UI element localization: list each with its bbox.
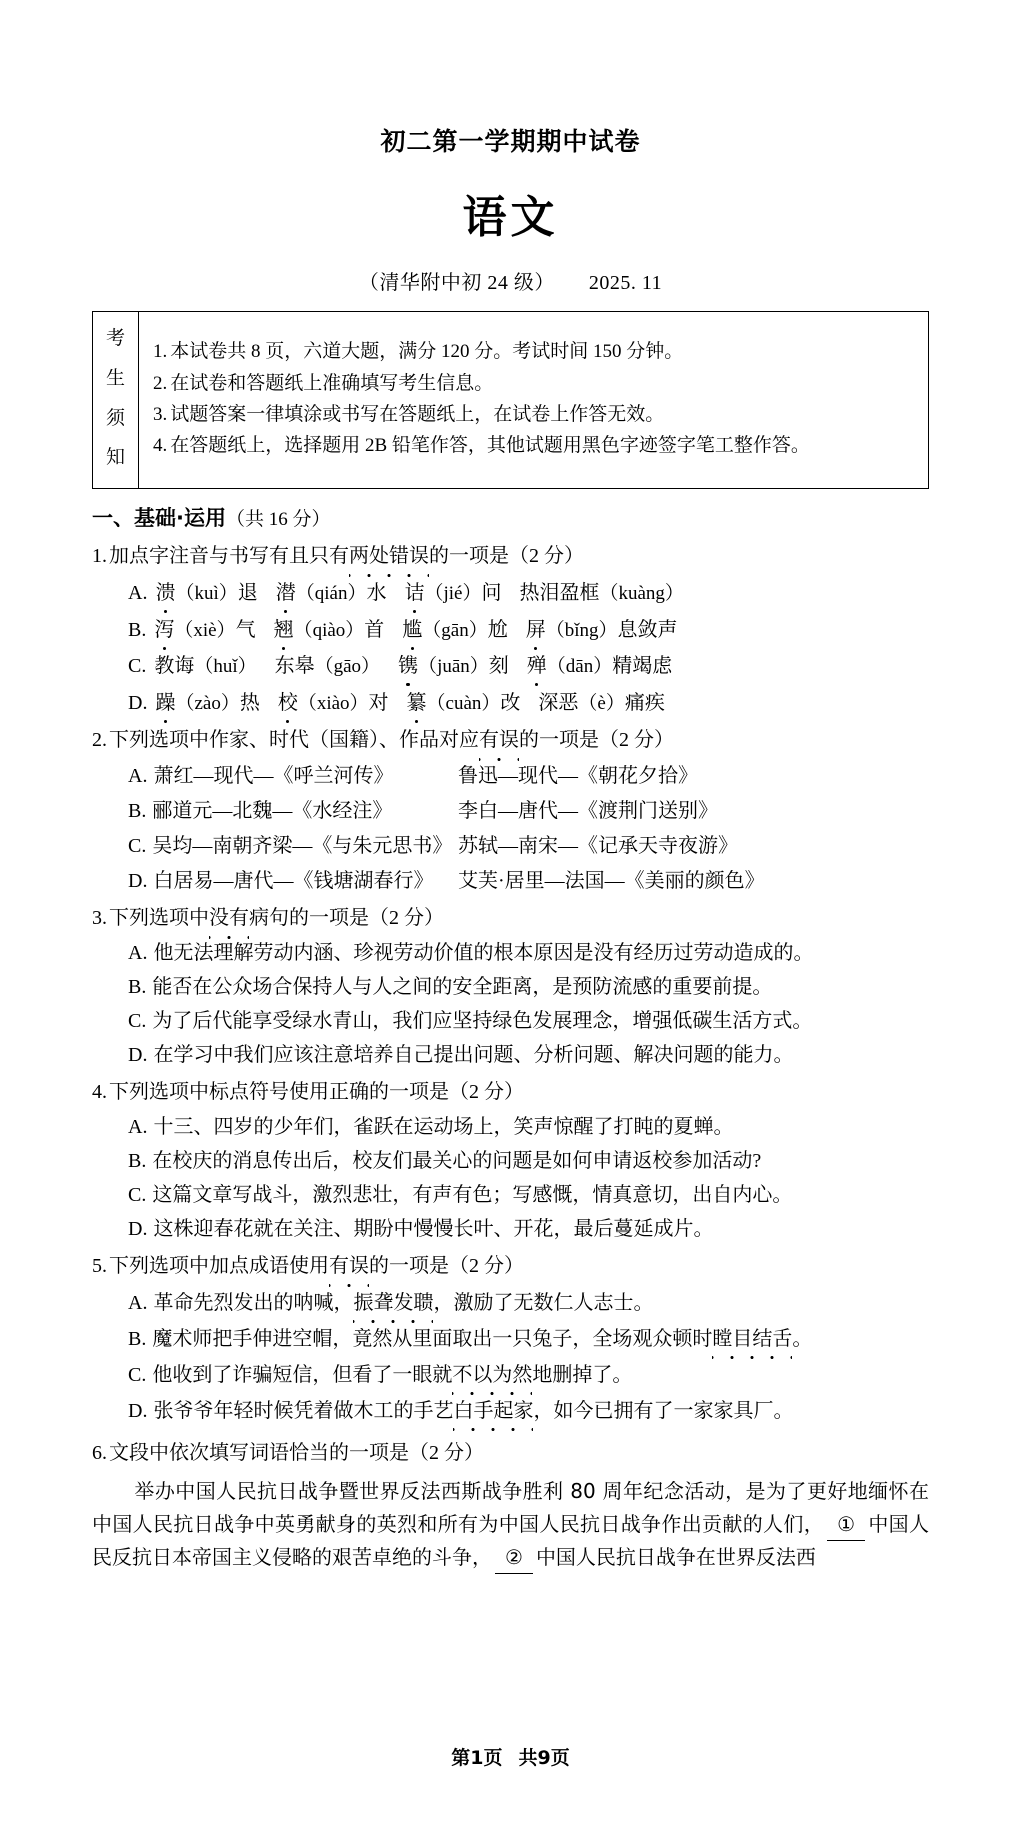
question-stem-emphasis: 有误 (329, 1251, 369, 1282)
option-text-right: 李白—唐代—《渡荆门送别》 (458, 800, 718, 823)
cell-tail: 息敛声 (617, 618, 678, 641)
question-stem-part-a: 加点字注音与书写有且只有 (109, 545, 349, 568)
notice-item-text: 在试卷和答题纸上准确填写考生信息。 (170, 372, 494, 394)
idiom-emphasis: 振聋发聩 (353, 1288, 433, 1318)
dotted-char: 诘 (404, 578, 424, 608)
pinyin: （cuàn） (426, 692, 501, 714)
dotted-char: 纂 (407, 688, 427, 718)
dotted-char: 镌 (398, 651, 418, 681)
notice-item (153, 430, 918, 461)
school-grade: （清华附中初 24 级） (358, 272, 555, 295)
pinyin: （gān） (422, 619, 488, 641)
question-3-stem (92, 903, 929, 934)
question-5-option-b[interactable] (92, 1324, 929, 1354)
question-number: 6. (92, 1442, 107, 1465)
option-text: 他无法理解劳动内涵、珍视劳动价值的根本原因是没有经历过劳动造成的。 (153, 942, 814, 965)
option-text-post: 。 (792, 1328, 813, 1351)
option-cell (404, 578, 501, 609)
question-2-option-b[interactable] (92, 796, 929, 826)
option-cell (155, 578, 257, 609)
notice-item-text: 在答题纸上，选择题用 2B 铅笔作答，其他试题用黑色字迹签字笔工整作答。 (170, 435, 810, 457)
question-6-passage (92, 1475, 929, 1574)
question-stem-part-b: 的一项是（2 分） (369, 1255, 524, 1278)
option-left (128, 831, 458, 861)
option-label: C. (128, 655, 147, 678)
option-label: A. (128, 942, 148, 965)
blank-marker-1[interactable]: ① (827, 1508, 865, 1541)
option-text: 十三、四岁的少年们，雀跃在运动场上，笑声惊醒了打盹的夏蝉。 (153, 1116, 734, 1139)
notice-item-number: 1. (153, 341, 168, 363)
notice-label-char-4: 知 (105, 447, 125, 469)
question-4-stem (92, 1077, 929, 1108)
dotted-char: 泻 (154, 615, 174, 645)
idiom-emphasis: 瞠目结舌 (712, 1324, 792, 1354)
pinyin: （zào） (175, 692, 240, 714)
dotted-char: 校 (278, 688, 298, 718)
question-stem-part-a: 文段中依次填写词语恰当的一项是（2 分） (109, 1442, 484, 1465)
option-label: B. (128, 1150, 147, 1173)
idiom-emphasis: 不以为然 (452, 1360, 532, 1390)
option-cell (154, 615, 255, 646)
option-cell (527, 651, 672, 682)
dotted-char: 潜 (276, 578, 296, 608)
option-label: D. (128, 1218, 148, 1241)
option-text-post: ，如今已拥有了一家家具厂。 (533, 1400, 794, 1423)
question-number: 5. (92, 1255, 107, 1278)
option-label: A. (128, 582, 148, 605)
dotted-char: 翘 (274, 615, 294, 645)
question-stem-part-a: 下列选项中作家、时代（国籍）、作品对应 (109, 729, 479, 752)
notice-item-number: 3. (153, 404, 168, 426)
cell-tail: 精竭虑 (612, 655, 673, 678)
pinyin: （kuì） (175, 583, 238, 605)
question-2-option-a[interactable] (92, 761, 929, 791)
cell-tail: 刻 (488, 655, 509, 678)
page-title: 初二第一学期期中试卷 (380, 129, 641, 156)
question-stem-part-b: 的一项是（2 分） (519, 729, 674, 752)
pinyin: （qián） (295, 583, 367, 605)
question-number: 4. (92, 1081, 107, 1104)
option-label: C. (128, 1364, 147, 1387)
option-text-left: 萧红—现代—《呼兰河传》 (153, 765, 394, 788)
pinyin: （qiào） (293, 619, 365, 641)
cell-word: 深恶 (538, 691, 579, 714)
cell-word: 教诲 (154, 655, 195, 678)
passage-segment-1: 举办中国人民抗日战争暨世界反法西斯战争胜利 80 周年纪念活动，是为了更好地缅怀 (134, 1479, 909, 1504)
cell-word: 热泪盈框 (519, 582, 600, 605)
option-label: C. (128, 1010, 147, 1033)
option-text-left: 郦道元—北魏—《水经注》 (152, 800, 393, 823)
question-1-option-a[interactable] (92, 578, 929, 609)
option-label: A. (128, 1116, 148, 1139)
option-cell (402, 615, 507, 646)
notice-item-text: 本试卷共 8 页，六道大题，满分 120 分。考试时间 150 分钟。 (170, 341, 684, 363)
cell-tail: 首 (364, 618, 385, 641)
question-2-option-d[interactable] (92, 866, 929, 896)
question-5-option-d[interactable] (92, 1396, 929, 1426)
pinyin: （xiè） (174, 619, 236, 641)
question-2-option-c[interactable] (92, 831, 929, 861)
question-stem-part-a: 下列选项中标点符号使用正确的一项是（2 分） (109, 1081, 524, 1104)
notice-label-char-3: 须 (105, 407, 125, 429)
dotted-char: 屏 (526, 615, 546, 645)
option-text-right: 艾芙·居里—法国—《美丽的颜色》 (458, 870, 765, 893)
question-4-option-b[interactable] (92, 1146, 929, 1176)
question-2-stem (92, 725, 929, 756)
cell-tail: 对 (368, 691, 389, 714)
passage-segment-2: 在中国人民抗日战争中英勇献身的英烈和所有为中国人民抗日战争作出贡献的人们， (92, 1479, 929, 1536)
option-text-pre: 革命先烈发出的呐喊， (153, 1292, 354, 1315)
question-5-stem (92, 1251, 929, 1282)
option-label: C. (128, 835, 147, 858)
pinyin: （juān） (418, 656, 489, 678)
option-cell (526, 615, 678, 646)
option-label: A. (128, 765, 148, 788)
option-text-post: 地删掉了。 (532, 1364, 633, 1387)
option-left (128, 761, 458, 791)
page-footer (0, 1743, 1021, 1770)
option-label: D. (128, 1044, 148, 1067)
option-text-pre: 张爷爷年轻时候凭着做木工的手艺 (153, 1400, 454, 1423)
question-number: 2. (92, 729, 107, 752)
option-label: D. (128, 1400, 148, 1423)
cell-tail: 问 (481, 582, 502, 605)
question-stem-emphasis: 没有 (209, 903, 249, 934)
option-cell (519, 578, 683, 609)
option-cell (398, 651, 509, 682)
pinyin: （è） (578, 692, 625, 714)
notice-item-number: 2. (153, 372, 168, 394)
question-5-option-c[interactable] (92, 1360, 929, 1390)
cell-tail: 气 (235, 618, 256, 641)
pinyin: （kuàng） (599, 583, 684, 605)
option-text: 为了后代能享受绿水青山，我们应坚持绿色发展理念，增强低碳生活方式。 (152, 1010, 813, 1033)
notice-item (153, 336, 918, 367)
notice-item (153, 399, 918, 430)
question-1-stem (92, 541, 929, 572)
notice-item (153, 368, 918, 399)
notice-item-number: 4. (153, 435, 168, 457)
notice-item-text: 试题答案一律填涂或书写在答题纸上，在试卷上作答无效。 (170, 404, 665, 426)
option-label: D. (128, 870, 148, 893)
pinyin: （huǐ） (194, 656, 257, 678)
question-4-option-d[interactable] (92, 1214, 929, 1244)
option-text-right: 苏轼—南宋—《记承天寺夜游》 (458, 835, 738, 858)
exam-page (0, 128, 1021, 1828)
question-number: 3. (92, 907, 107, 930)
option-left (128, 866, 458, 896)
notice-label-char-1: 考 (105, 327, 125, 349)
option-text: 在校庆的消息传出后，校友们最关心的问题是如何申请返校参加活动? (152, 1150, 762, 1173)
subject-title: 语文 (462, 193, 559, 242)
question-stem-part-b: 病句的一项是（2 分） (249, 907, 444, 930)
option-cell (538, 688, 664, 719)
pinyin: （xiào） (297, 692, 369, 714)
question-4-option-a[interactable] (92, 1112, 929, 1142)
dotted-char: 躁 (155, 688, 175, 718)
pinyin: （jié） (424, 583, 482, 605)
cell-tail: 热 (239, 691, 260, 714)
exam-date: 2025. 11 (588, 272, 663, 295)
option-text-pre: 魔术师把手伸进空帽，竟然从里面取出一只兔子，全场观众顿时 (152, 1328, 713, 1351)
option-text: 这篇文章写战斗，激烈悲壮，有声有色；写感慨，情真意切，出自内心。 (152, 1184, 793, 1207)
pinyin: （gāo） (314, 656, 381, 678)
option-text-pre: 他收到了诈骗短信，但看了一眼就 (152, 1364, 453, 1387)
dotted-char: 殚 (527, 651, 547, 681)
section-label: 一、基础·运用 (92, 505, 226, 530)
blank-marker-2[interactable]: ② (495, 1541, 533, 1574)
option-left (128, 796, 458, 826)
dotted-char: 尴 (402, 615, 422, 645)
question-1-option-d[interactable] (92, 688, 929, 719)
question-1-option-b[interactable] (92, 615, 929, 646)
option-cell (278, 688, 389, 719)
option-cell (275, 651, 380, 682)
passage-segment-4: 中国人民抗日战争在世界反法西 (535, 1545, 816, 1570)
question-stem-emphasis: 两处错误 (349, 541, 429, 572)
option-label: D. (128, 691, 148, 714)
pinyin: （bǐng） (545, 619, 618, 641)
pinyin: （dān） (546, 656, 613, 678)
cell-tail: 尬 (487, 618, 508, 641)
question-5-option-a[interactable] (92, 1288, 929, 1318)
question-stem-emphasis: 有误 (479, 725, 519, 756)
notice-label-char-2: 生 (105, 367, 125, 389)
option-label: A. (128, 1292, 148, 1315)
cell-tail: 退 (237, 582, 258, 605)
passage-segment-3: 中国人民反抗日本帝国主义侵略的艰苦卓绝的斗争， (92, 1511, 930, 1570)
option-label: B. (128, 976, 147, 999)
option-text: 这株迎春花就在关注、期盼中慢慢长叶、开花，最后蔓延成片。 (153, 1218, 714, 1241)
question-1-option-c[interactable] (92, 651, 929, 682)
cell-tail: 改 (500, 691, 521, 714)
option-label: C. (128, 1184, 147, 1207)
option-text: 在学习中我们应该注意培养自己提出问题、分析问题、解决问题的能力。 (153, 1044, 794, 1067)
notice-item-list (139, 328, 928, 471)
option-text-left: 白居易—唐代—《钱塘湖春行》 (153, 870, 434, 893)
idiom-emphasis: 白手起家 (453, 1396, 533, 1426)
cell-tail: 水 (366, 582, 387, 605)
option-label: B. (128, 1328, 147, 1351)
section-score: （共 16 分） (225, 508, 331, 530)
question-6-stem (92, 1438, 929, 1469)
option-cell (155, 688, 259, 719)
page-current: 第1页 (451, 1747, 503, 1769)
option-cell (274, 615, 385, 646)
question-stem-part-b: 的一项是（2 分） (429, 545, 584, 568)
cell-tail: 痛疾 (624, 691, 665, 714)
question-stem-part-a: 下列选项中 (109, 907, 209, 930)
option-text-right: 鲁迅—现代—《朝花夕拾》 (458, 765, 698, 788)
question-3-option-a[interactable] (92, 938, 929, 968)
option-label: B. (128, 618, 147, 641)
question-3-option-d[interactable] (92, 1040, 929, 1070)
option-text-post: ，激励了无数仁人志士。 (433, 1292, 654, 1315)
question-number: 1. (92, 545, 107, 568)
option-cell (407, 688, 521, 719)
exam-meta (92, 266, 929, 295)
question-3-option-c[interactable] (92, 1006, 929, 1036)
page-total: 共9页 (518, 1747, 570, 1769)
question-4-option-c[interactable] (92, 1180, 929, 1210)
option-cell (154, 651, 256, 682)
question-3-option-b[interactable] (92, 972, 929, 1002)
option-text: 能否在公众场合保持人与人之间的安全距离，是预防流感的重要前提。 (152, 976, 773, 999)
option-text-left: 吴均—南朝齐梁—《与朱元思书》 (152, 835, 453, 858)
section-heading (92, 503, 929, 535)
option-label: B. (128, 800, 147, 823)
option-cell (276, 578, 387, 609)
dotted-char: 溃 (155, 578, 175, 608)
candidate-notice-box (92, 311, 929, 488)
notice-label-column (93, 312, 139, 487)
cell-word: 东皋 (274, 655, 315, 678)
question-stem-part-a: 下列选项中加点成语使用 (109, 1255, 329, 1278)
